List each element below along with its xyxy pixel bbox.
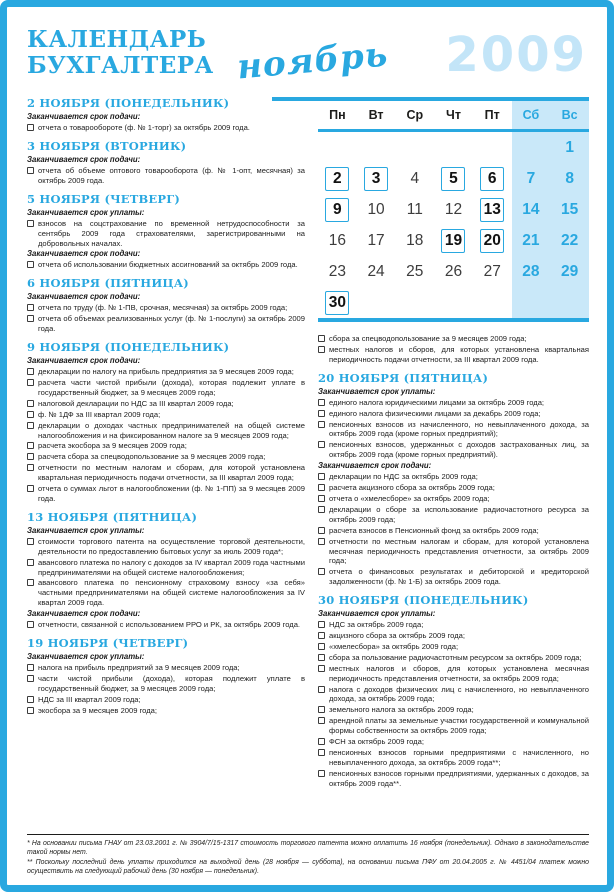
checkbox-icon [318, 621, 325, 628]
task-text: ф. № 1ДФ за III квартал 2009 года; [38, 409, 161, 419]
calendar-day-empty [357, 132, 396, 163]
task-text: ФСН за октябрь 2009 года; [329, 737, 424, 747]
calendar-day-18: 18 [406, 231, 424, 249]
checkbox-icon [27, 464, 34, 471]
calendar-day-7: 7 [512, 163, 551, 194]
calendar-day-29: 29 [550, 256, 589, 287]
task-text: сбора за пользование радиочастотным ресурсом за октябрь 2009 года; [329, 652, 582, 662]
calendar-day-4: 4 [410, 169, 420, 187]
calendar-grid [318, 101, 589, 318]
task-text: пенсионных взносов, удержанных с доходов застрахованных лиц, за октябрь 2009 года (кроме горных предприятий). [329, 440, 589, 460]
checkbox-icon [318, 643, 325, 650]
checkbox-icon [318, 706, 325, 713]
task-item [318, 505, 589, 525]
task-item [27, 620, 305, 630]
deadline-date-box: 2 [325, 167, 349, 191]
checkbox-icon [318, 568, 325, 575]
calendar-day-14: 14 [512, 194, 551, 225]
calendar-day-6 [473, 163, 512, 194]
deadline-date-box: 19 [441, 229, 465, 253]
task-item [27, 314, 305, 334]
calendar-day-empty [434, 132, 473, 163]
calendar-day-16: 16 [328, 231, 346, 249]
task-text: пенсионных взносов горными предприятиями с начисленного, но невыплаченного дохода, за октябрь 2009 года**; [329, 748, 589, 767]
deadline-type-label: Заканчивается срок подачи: [27, 356, 141, 366]
task-text: авансового платежа по налогу с доходов за IV квартал 2009 года частными предпринимателями на общей системе налогообложения; [38, 557, 305, 577]
checkbox-icon [318, 399, 325, 406]
date-heading: 20 НОЯБРЯ (ПЯТНИЦА) [318, 370, 489, 385]
deadline-date-box: 13 [480, 198, 504, 222]
footnote-divider [27, 834, 589, 836]
task-item [27, 399, 305, 409]
checkbox-icon [318, 665, 325, 672]
task-text: авансового платежа по пенсионному страховому взносу «за себя» частными предпринимателями на общей системе налогообложения за IV квартал 2009 года. [38, 578, 305, 608]
deadline-type-label: Заканчивается срок подачи: [27, 292, 141, 302]
day-header-Ср: Ср [406, 108, 424, 122]
task-text: экосбора за 9 месяцев 2009 года; [38, 705, 157, 715]
task-item [318, 705, 589, 715]
task-text: отчета о суммах льгот в налогообложении (ф. № 1-ПП) за 9 месяцев 2009 года. [38, 484, 305, 503]
calendar-bottom-rule [318, 318, 589, 322]
task-text: отчета по труду (ф. № 1-ПВ, срочная, месячная) за октябрь 2009 года; [38, 303, 288, 313]
checkbox-icon [318, 346, 325, 353]
task-item [27, 706, 305, 716]
page-title-line2: БУХГАЛТЕРА [27, 52, 214, 79]
task-item [27, 663, 305, 673]
calendar-day-empty [357, 287, 396, 318]
deadline-type-label: Заканчивается срок уплаты: [27, 207, 145, 217]
content-columns [27, 97, 589, 830]
task-text: налоговой декларации по НДС за III квартал 2009 года; [38, 398, 234, 408]
checkbox-icon [27, 559, 34, 566]
task-text: единого налога юридическими лицами за октябрь 2009 года; [329, 397, 545, 407]
task-item [27, 378, 305, 398]
task-text: расчета взносов в Пенсионный фонд за октябрь 2009 года; [329, 525, 539, 535]
page-header [27, 21, 589, 97]
checkbox-icon [27, 124, 34, 131]
task-item [27, 260, 305, 270]
footnotes [27, 830, 589, 878]
date-section [27, 140, 305, 186]
task-text: отчета о «хмелесборе» за октябрь 2009 года; [329, 493, 490, 503]
task-item [27, 578, 305, 608]
checkbox-icon [27, 411, 34, 418]
checkbox-icon [27, 368, 34, 375]
task-text: отчетности, связанной с использованием РРО и РК, за октябрь 2009 года. [38, 620, 301, 630]
calendar-day-12: 12 [444, 200, 463, 218]
date-heading: 19 НОЯБРЯ (ЧЕТВЕРГ) [27, 636, 189, 651]
day-header-Вс: Вс [550, 101, 589, 129]
calendar-day-empty [473, 132, 512, 163]
task-item [318, 494, 589, 504]
task-text: местных налогов и сборов, для которых установлена квартальная периодичность подачи отчетности, за III квартал 2009 года. [329, 344, 589, 364]
calendar-day-empty [550, 287, 589, 318]
checkbox-icon [318, 484, 325, 491]
calendar-day-30 [318, 287, 357, 318]
checkbox-icon [318, 749, 325, 756]
year-label: 2009 [445, 27, 587, 83]
day-header-Пн: Пн [329, 108, 346, 122]
checkbox-icon [318, 632, 325, 639]
date-heading: 5 НОЯБРЯ (ЧЕТВЕРГ) [27, 191, 181, 206]
date-heading: 2 НОЯБРЯ (ПОНЕДЕЛЬНИК) [27, 96, 230, 110]
calendar-day-28: 28 [512, 256, 551, 287]
task-text: стоимости торгового патента на осуществление торговой деятельности, деятельности по предоставлению бытовых услуг за июль 2009 года*; [38, 536, 305, 556]
checkbox-icon [318, 410, 325, 417]
date-section [27, 277, 305, 334]
checkbox-icon [318, 527, 325, 534]
checkbox-icon [27, 400, 34, 407]
date-heading: 30 НОЯБРЯ (ПОНЕДЕЛЬНИК) [318, 593, 529, 608]
checkbox-icon [27, 422, 34, 429]
task-text: декларации о доходах частных предпринимателей на общей системе налогообложения и на фиксированном налоге за 9 месяцев 2009 года; [38, 420, 305, 440]
left-column [27, 97, 305, 830]
task-item [27, 558, 305, 578]
task-item [27, 695, 305, 705]
date-heading: 13 НОЯБРЯ (ПЯТНИЦА) [27, 509, 198, 524]
deadline-type-label: Заканчивается срок подачи: [27, 112, 141, 121]
calendar-day-2 [318, 163, 357, 194]
task-text: декларации по НДС за октябрь 2009 года; [329, 472, 478, 482]
task-item [318, 685, 589, 705]
checkbox-icon [318, 770, 325, 777]
task-text: «хмелесбора» за октябрь 2009 года; [329, 641, 459, 651]
checkbox-icon [27, 696, 34, 703]
checkbox-icon [27, 707, 34, 714]
task-text: местных налогов и сборов, для которых установлена месячная периодичность представления отчетности, за октябрь 2009 года; [329, 663, 589, 683]
calendar-day-24: 24 [367, 262, 385, 280]
task-item [27, 219, 305, 249]
calendar-day-empty [434, 287, 473, 318]
date-section [318, 594, 589, 789]
calendar-day-8: 8 [550, 163, 589, 194]
calendar-day-22: 22 [550, 225, 589, 256]
footnote-1: * На основании письма ГНАУ от 23.03.2001 г. № 3904/7/15-1317 стоимость торгового патента можно оплатить 16 ноября (понедельник). Однако в законодательстве такой нормы нет. [27, 840, 589, 856]
day-header-Вт: Вт [368, 108, 384, 122]
task-item [318, 409, 589, 419]
checkbox-icon [27, 485, 34, 492]
task-item [27, 410, 305, 420]
calendar-day-empty [318, 132, 357, 163]
deadline-type-label: Заканчивается срок уплаты: [27, 652, 145, 662]
task-text: арендной платы за земельные участки государственной и коммунальной формы собственности за октябрь 2009 года; [329, 716, 589, 736]
calendar-day-27: 27 [483, 262, 501, 280]
task-item [318, 737, 589, 747]
task-item [318, 716, 589, 736]
deadline-date-box: 5 [441, 167, 465, 191]
checkbox-icon [318, 335, 325, 342]
task-item [27, 367, 305, 377]
calendar-day-3 [357, 163, 396, 194]
checkbox-icon [318, 686, 325, 693]
mini-calendar [318, 97, 589, 322]
day-header-Чт: Чт [446, 108, 461, 122]
checkbox-icon [27, 579, 34, 586]
day-header-Сб: Сб [512, 101, 551, 129]
task-item [27, 674, 305, 694]
task-text: отчета о финансовых результатах и дебиторской и кредиторской задолженности (ф. № 1-Б) за октябрь 2009 года. [329, 567, 589, 587]
date-section [318, 334, 589, 365]
month-label: ноябрь [235, 34, 390, 88]
footnote-2: ** Поскольку последний день уплаты приходится на выходной день (28 ноября — суббота), на основании письма ПФУ от 20.04.2005 г. № 4451/04 платеж можно осуществить на следующий рабочий день (30 ноября — понедельник). [27, 859, 589, 875]
checkbox-icon [318, 421, 325, 428]
task-item [318, 620, 589, 630]
date-heading: 9 НОЯБРЯ (ПОНЕДЕЛЬНИК) [27, 340, 230, 355]
deadline-date-box: 9 [325, 198, 349, 222]
task-item [318, 398, 589, 408]
checkbox-icon [27, 664, 34, 671]
date-section [27, 341, 305, 504]
calendar-day-9 [318, 194, 357, 225]
checkbox-icon [27, 675, 34, 682]
task-item [27, 123, 305, 133]
task-item [27, 484, 305, 504]
calendar-day-5 [434, 163, 473, 194]
deadline-date-box: 20 [480, 229, 504, 253]
task-item [318, 537, 589, 567]
checkbox-icon [27, 167, 34, 174]
task-text: части чистой прибыли (дохода), которая подлежит уплате в государственный бюджет, за 9 месяцев 2009 года; [38, 674, 305, 693]
calendar-day-empty [395, 287, 434, 318]
task-item [318, 769, 589, 789]
task-item [318, 420, 589, 440]
checkbox-icon [318, 654, 325, 661]
day-header-Пт: Пт [484, 108, 500, 122]
calendar-day-19 [434, 225, 473, 256]
calendar-day-10: 10 [367, 200, 385, 218]
task-item [27, 537, 305, 557]
task-text: расчета части чистой прибыли (дохода), которая подлежит уплате в государственный бюджет, за 9 месяцев 2009 года; [38, 377, 305, 397]
calendar-day-23: 23 [328, 262, 346, 280]
page-title-line1: КАЛЕНДАРЬ [27, 26, 207, 53]
task-text: отчетности по местным налогам и сборам, для которой установлена месячная периодичность представления отчетности, за октябрь 2009 года; [329, 536, 589, 566]
task-text: отчетности по местным налогам и сборам, для которой установлена квартальная периодичность подачи отчетности, за III квартал 2009 года; [38, 463, 305, 483]
task-text: земельного налога за октябрь 2009 года; [329, 705, 474, 715]
task-text: пенсионных взносов из начисленного, но невыплаченного дохода, за октябрь 2009 года (кроме горных предприятий); [329, 419, 589, 439]
calendar-day-empty [512, 287, 551, 318]
checkbox-icon [318, 538, 325, 545]
task-text: единого налога физическими лицами за декабрь 2009 года; [329, 408, 541, 418]
checkbox-icon [27, 261, 34, 268]
checkbox-icon [27, 621, 34, 628]
calendar-day-13 [473, 194, 512, 225]
checkbox-icon [27, 304, 34, 311]
task-text: декларации о сборе за использование радиочастотного ресурса за октябрь 2009 года; [329, 504, 589, 524]
task-item [318, 440, 589, 460]
task-text: акцизного сбора за октябрь 2009 года; [329, 631, 465, 641]
date-section [27, 511, 305, 630]
date-section [27, 97, 305, 133]
task-item [27, 463, 305, 483]
calendar-day-11: 11 [406, 200, 423, 218]
task-text: взносов на соцстрахование по временной нетрудоспособности за сентябрь 2009 года страхователями, зарегистрированными на добровольных началах. [38, 218, 305, 248]
task-item [318, 345, 589, 365]
task-item [27, 452, 305, 462]
checkbox-icon [318, 717, 325, 724]
calendar-day-15: 15 [550, 194, 589, 225]
calendar-day-21: 21 [512, 225, 551, 256]
deadline-type-label: Заканчивается срок подачи: [27, 609, 141, 619]
task-text: расчета экосбора за 9 месяцев 2009 года; [38, 441, 187, 451]
checkbox-icon [27, 220, 34, 227]
right-column [318, 97, 589, 830]
task-item [318, 483, 589, 493]
task-item [318, 664, 589, 684]
task-text: пенсионных взносов горными предприятиями, удержанных с доходов, за октябрь 2009 года**. [329, 768, 589, 788]
task-text: расчета сбора за спецводопользование за 9 месяцев 2009 года; [38, 452, 266, 462]
right-column-sections [318, 334, 589, 789]
checkbox-icon [318, 441, 325, 448]
checkbox-icon [27, 315, 34, 322]
task-text: налога на прибыль предприятий за 9 месяцев 2009 года; [38, 663, 240, 673]
checkbox-icon [27, 453, 34, 460]
task-item [318, 334, 589, 344]
checkbox-icon [318, 738, 325, 745]
task-text: расчета акцизного сбора за октябрь 2009 года; [329, 483, 495, 493]
task-item [27, 441, 305, 451]
task-text: отчета об использовании бюджетных ассигнований за октябрь 2009 года. [38, 260, 298, 270]
task-item [27, 421, 305, 441]
deadline-type-label: Заканчивается срок подачи: [318, 461, 432, 471]
checkbox-icon [27, 379, 34, 386]
calendar-day-20 [473, 225, 512, 256]
calendar-day-25: 25 [406, 262, 424, 280]
task-text: декларации по налогу на прибыль предприятия за 9 месяцев 2009 года; [38, 367, 294, 377]
task-item [318, 653, 589, 663]
task-text: отчета об объеме оптового товарооборота (ф. № 1-опт, месячная) за октябрь 2009 года. [38, 165, 305, 185]
date-heading: 3 НОЯБРЯ (ВТОРНИК) [27, 138, 187, 153]
deadline-type-label: Заканчивается срок подачи: [27, 249, 141, 259]
task-item [27, 166, 305, 186]
deadline-type-label: Заканчивается срок уплаты: [27, 525, 145, 535]
task-item [318, 472, 589, 482]
task-text: отчета об объемах реализованных услуг (ф. № 1-послуги) за октябрь 2009 года. [38, 314, 305, 334]
deadline-type-label: Заканчивается срок уплаты: [318, 609, 436, 619]
checkbox-icon [27, 442, 34, 449]
date-section [27, 637, 305, 716]
task-item [318, 567, 589, 587]
task-item [318, 631, 589, 641]
deadline-date-box: 30 [325, 291, 349, 315]
task-text: отчета о товарообороте (ф. № 1-торг) за октябрь 2009 года. [38, 123, 250, 132]
deadline-date-box: 3 [364, 167, 388, 191]
date-section [318, 372, 589, 587]
calendar-day-empty [512, 132, 551, 163]
checkbox-icon [318, 506, 325, 513]
date-heading: 6 НОЯБРЯ (ПЯТНИЦА) [27, 276, 189, 291]
task-text: налога с доходов физических лиц с начисленного, но невыплаченного дохода, за октябрь 2009 года; [329, 684, 589, 704]
deadline-type-label: Заканчивается срок уплаты: [318, 386, 436, 396]
deadline-type-label: Заканчивается срок подачи: [27, 154, 141, 164]
task-item [318, 748, 589, 768]
calendar-day-empty [395, 132, 434, 163]
checkbox-icon [318, 495, 325, 502]
checkbox-icon [27, 538, 34, 545]
date-section [27, 193, 305, 271]
checkbox-icon [318, 473, 325, 480]
calendar-day-empty [473, 287, 512, 318]
task-item [318, 526, 589, 536]
task-text: НДС за III квартал 2009 года; [38, 694, 141, 704]
deadline-date-box: 6 [480, 167, 504, 191]
task-text: НДС за октябрь 2009 года; [329, 620, 424, 630]
task-item [27, 303, 305, 313]
calendar-day-26: 26 [444, 262, 463, 280]
task-text: сбора за спецводопользование за 9 месяцев 2009 года; [329, 334, 527, 343]
calendar-day-1: 1 [550, 132, 589, 163]
calendar-day-17: 17 [367, 231, 385, 249]
task-item [318, 642, 589, 652]
